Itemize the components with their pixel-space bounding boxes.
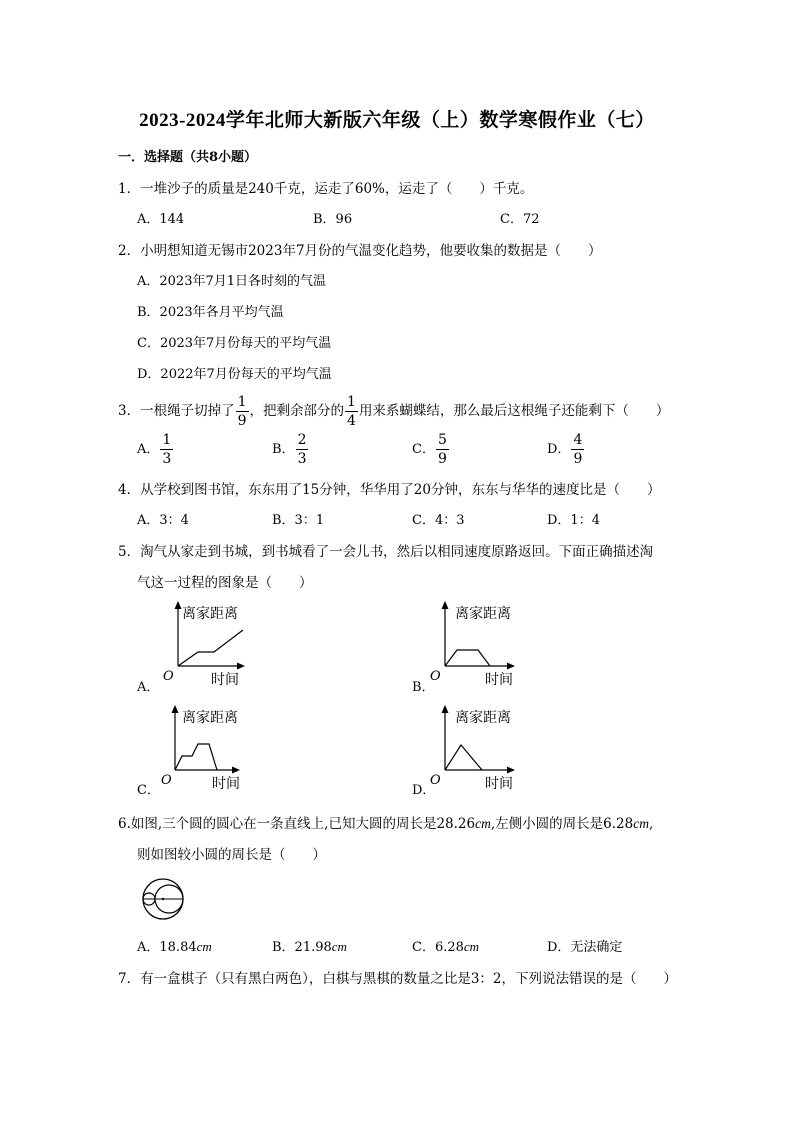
graph-x-label: 时间	[211, 672, 239, 688]
question-3-option-c	[412, 433, 450, 466]
question-4-option-a: A．3：4	[137, 513, 189, 528]
graph-a	[150, 600, 260, 690]
denominator: 4	[347, 413, 356, 429]
option-letter: C．	[412, 442, 435, 457]
question-5-stem-line-1: 5．淘气从家走到书城，到书城看了一会儿书，然后以相同速度原路返回。下面正确描述淘	[118, 544, 654, 560]
fraction	[160, 433, 173, 466]
question-2-option-b: B．2023年各月平均气温	[137, 305, 284, 320]
graph-y-label: 离家距离	[182, 606, 238, 622]
graph-y-label: 离家距离	[455, 710, 511, 726]
graph-y-label: 离家距离	[455, 606, 511, 622]
question-6-text-2: ,左侧小圆的周长是6.28	[490, 816, 634, 832]
question-4-option-d: D．1：4	[547, 513, 600, 528]
question-6-option-c: C．6.28cm	[412, 939, 480, 955]
question-6-stem-line-2: 则如图较小圆的周长是（ ）	[137, 847, 326, 863]
question-4-option-c: C．4：3	[412, 513, 465, 528]
unit: cm	[196, 939, 212, 954]
numerator: 2	[297, 432, 307, 448]
question-6-option-a: A．18.84cm	[137, 939, 212, 955]
denominator: 9	[573, 451, 583, 467]
graph-b	[425, 600, 535, 690]
question-6-text-1: 6.如图,三个圆的圆心在一条直线上,已知大圆的周长是28.26	[118, 816, 476, 832]
question-3-text-1: 3．一根绳子切掉了	[118, 403, 235, 419]
denominator: 9	[237, 413, 247, 429]
graph-origin: O	[430, 669, 441, 684]
comma: ,	[648, 816, 654, 832]
fraction	[345, 395, 358, 428]
question-1-stem: 1．一堆沙子的质量是240千克，运走了60%，运走了（ ）千克。	[118, 181, 534, 197]
question-5-option-d: D．	[412, 783, 436, 798]
question-3-option-b	[272, 433, 309, 466]
graph-origin: O	[161, 773, 172, 788]
question-1-option-b: B．96	[313, 212, 353, 227]
question-5-option-a: A．	[137, 680, 160, 695]
graph-c	[150, 703, 260, 793]
unit: cm	[475, 816, 491, 831]
question-2-option-d: D．2022年7月份每天的平均气温	[137, 367, 332, 382]
unit: cm	[331, 939, 347, 954]
numerator: 5	[437, 432, 447, 448]
question-2-stem: 2．小明想知道无锡市2023年7月份的气温变化趋势，他要收集的数据是（ ）	[118, 243, 602, 259]
graph-d	[425, 703, 535, 793]
question-3-text-2: ，把剩余部分的	[249, 403, 345, 419]
graph-x-label: 时间	[485, 672, 513, 688]
question-3-option-d	[547, 433, 585, 466]
fraction	[296, 433, 309, 466]
question-3-stem	[118, 395, 669, 428]
question-3-text-3: 用来系蝴蝶结，那么最后这根绳子还能剩下（ ）	[358, 403, 670, 419]
question-3-option-a	[137, 433, 174, 466]
question-4-option-b: B．3：1	[272, 513, 325, 528]
question-6-stem-line-1	[118, 812, 653, 832]
page-title: 2023-2024学年北师大新版六年级（上）数学寒假作业（七）	[139, 110, 655, 131]
fraction	[571, 433, 584, 466]
option-letter: B．	[272, 442, 295, 457]
circles-figure	[135, 876, 193, 924]
graph-x-label: 时间	[485, 776, 513, 792]
fraction	[236, 395, 249, 428]
graph-x-label: 时间	[212, 776, 240, 792]
question-1-option-a: A．144	[137, 212, 185, 227]
question-2-option-a: A．2023年7月1日各时刻的气温	[137, 274, 327, 289]
unit: cm	[633, 816, 649, 831]
denominator: 3	[297, 451, 307, 467]
option-letter: D．	[547, 442, 571, 457]
graph-origin: O	[430, 773, 441, 788]
section-heading: 一．选择题（共8小题）	[118, 150, 258, 165]
question-5-option-c: C．	[137, 783, 160, 798]
graph-y-label: 离家距离	[182, 710, 238, 726]
fraction	[436, 433, 449, 466]
question-7-stem: 7．有一盒棋子（只有黑白两色），白棋与黑棋的数量之比是3：2，下列说法错误的是（ ）	[118, 971, 678, 987]
question-2-option-c: C．2023年7月份每天的平均气温	[137, 336, 332, 351]
denominator: 3	[162, 451, 172, 467]
graph-origin: O	[163, 669, 174, 684]
question-6-option-d: D．无法确定	[547, 940, 623, 955]
question-1-option-c: C．72	[500, 212, 540, 227]
option-letter: A．	[137, 442, 160, 457]
question-5-option-b: B．	[412, 680, 435, 695]
denominator: 9	[437, 451, 447, 467]
unit: cm	[463, 939, 480, 954]
numerator: 1	[162, 432, 172, 448]
question-5-stem-line-2: 气这一过程的图象是（ ）	[137, 575, 313, 591]
question-4-stem: 4．从学校到图书馆，东东用了15分钟，华华用了20分钟，东东与华华的速度比是（ ）	[118, 482, 661, 498]
numerator: 1	[237, 394, 247, 410]
numerator: 4	[573, 432, 583, 448]
numerator: 1	[347, 394, 356, 410]
question-6-option-b: B．21.98cm	[272, 939, 347, 955]
